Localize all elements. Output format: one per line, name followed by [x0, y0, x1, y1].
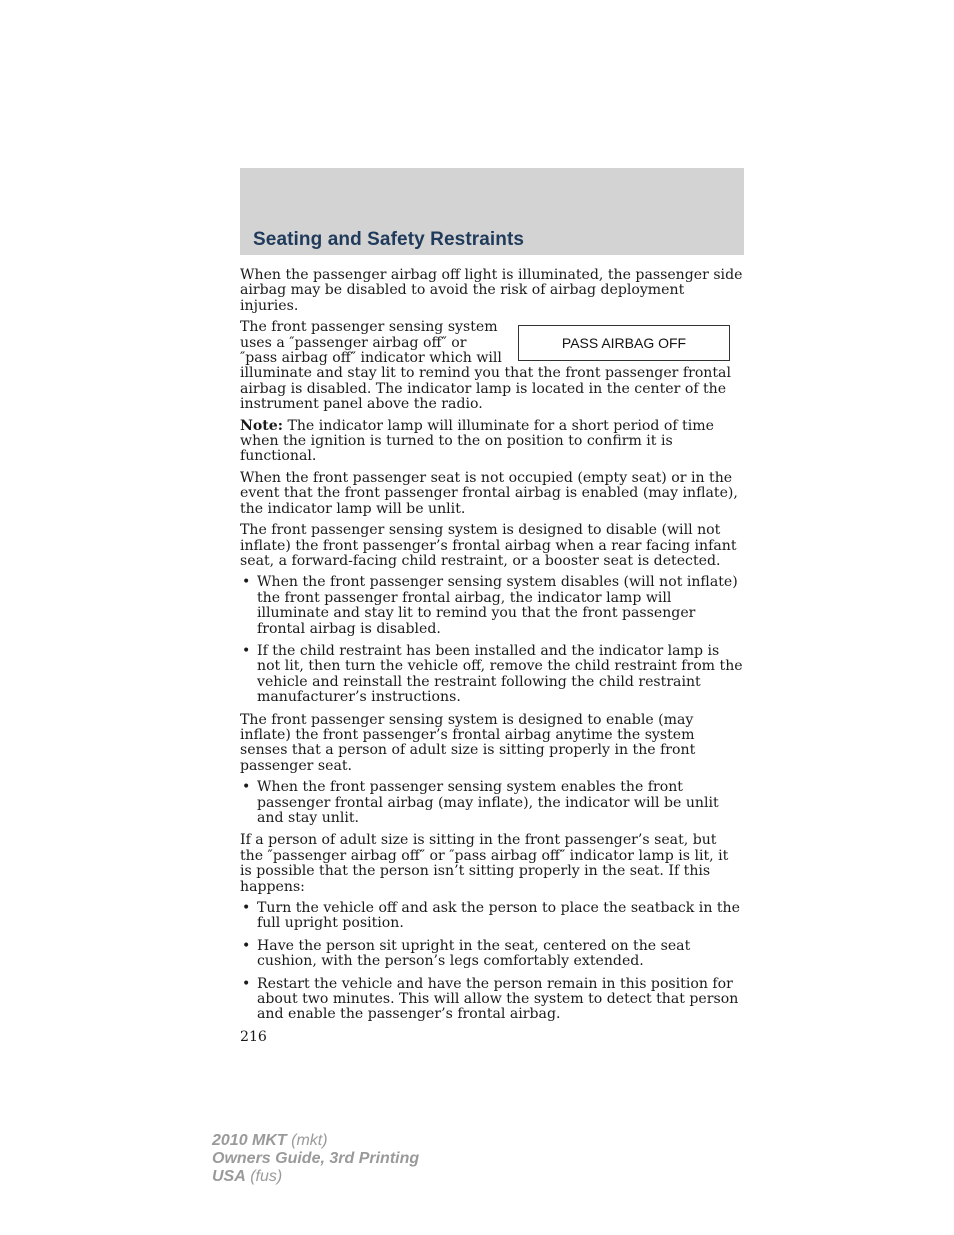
- paragraph-airbag-off-light: When the passenger airbag off light is illuminated, the passenger side airbag may be disabled to avoid the risk of airbag deployment injuries.: [240, 267, 743, 314]
- note-label: Note:: [240, 417, 283, 434]
- list-item: • Turn the vehicle off and ask the person to place the seatback in the full upright position.: [240, 901, 744, 932]
- list-item: • When the front passenger sensing system enables the front passenger frontal airbag (may inflate), the indicator will be unlit and stay unlit.: [240, 780, 744, 826]
- page-content: [240, 268, 744, 1045]
- bullet-list-disable: [240, 575, 744, 705]
- list-item: • When the front passenger sensing system disables (will not inflate) the front passenger frontal airbag, the indicator lamp will illuminate and stay lit to remind you that the front passenger frontal airbag is disabled.: [240, 575, 744, 637]
- paragraph-enable-conditions: The front passenger sensing system is designed to enable (may inflate) the front passenger’s frontal airbag anytime the system senses that a person of adult size is sitting properly in the front passenger seat.: [240, 711, 696, 774]
- section-header-band: [240, 168, 744, 255]
- paragraph-sensing-system-indicator: The front passenger sensing system uses a ″passenger airbag off″ or ″pass airbag off″ indicator which will illuminate and stay lit to remind you that the front passenger frontal airbag is disabled. The indicator lamp is located in the center of the instrument panel above the radio.: [240, 319, 731, 413]
- list-item: • Restart the vehicle and have the person remain in this position for about two minutes. This will allow the system to detect that person and enable the passenger’s frontal airbag.: [240, 977, 744, 1023]
- footer-model-line: [212, 1132, 419, 1150]
- footer-market-line: [212, 1168, 419, 1186]
- list-item: • If the child restraint has been installed and the indicator lamp is not lit, then turn the vehicle off, remove the child restraint from the vehicle and reinstall the restraint following the child restraint manufacturer’s instructions.: [240, 644, 744, 706]
- footer-market-code: (fus): [245, 1168, 283, 1185]
- bullet-list-enable: [240, 780, 744, 826]
- print-footer: [212, 1132, 419, 1186]
- section-title: Seating and Safety Restraints: [253, 229, 525, 250]
- list-item: • Have the person sit upright in the seat, centered on the seat cushion, with the person’s legs comfortably extended.: [240, 939, 744, 970]
- pass-airbag-off-indicator: PASS AIRBAG OFF: [518, 325, 730, 361]
- paragraph-disable-conditions: The front passenger sensing system is designed to disable (will not inflate) the front passenger’s frontal airbag when a rear facing infant seat, a forward-facing child restraint, or a booster seat is detected.: [240, 522, 737, 569]
- paragraph-adult-lamp-lit: If a person of adult size is sitting in the front passenger’s seat, but the ″passenger airbag off″ or ″pass airbag off″ indicator lamp is lit, it is possible that the person isn’t sitting properly in the seat. If this happens:: [240, 832, 729, 895]
- bullet-list-steps: [240, 901, 744, 1023]
- page-number: 216: [240, 1028, 267, 1045]
- paragraph-note: [240, 419, 744, 465]
- footer-model-code: (mkt): [286, 1132, 328, 1149]
- note-text: The indicator lamp will illuminate for a short period of time when the ignition is turned to the on position to confirm it is functional.: [240, 417, 714, 465]
- paragraph-seat-not-occupied: When the front passenger seat is not occupied (empty seat) or in the event that the front passenger frontal airbag is enabled (may inflate), the indicator lamp will be unlit.: [240, 469, 738, 517]
- footer-guide-edition: Owners Guide, 3rd Printing: [212, 1150, 420, 1167]
- footer-market: USA: [212, 1168, 246, 1185]
- footer-model: 2010 MKT: [212, 1132, 287, 1149]
